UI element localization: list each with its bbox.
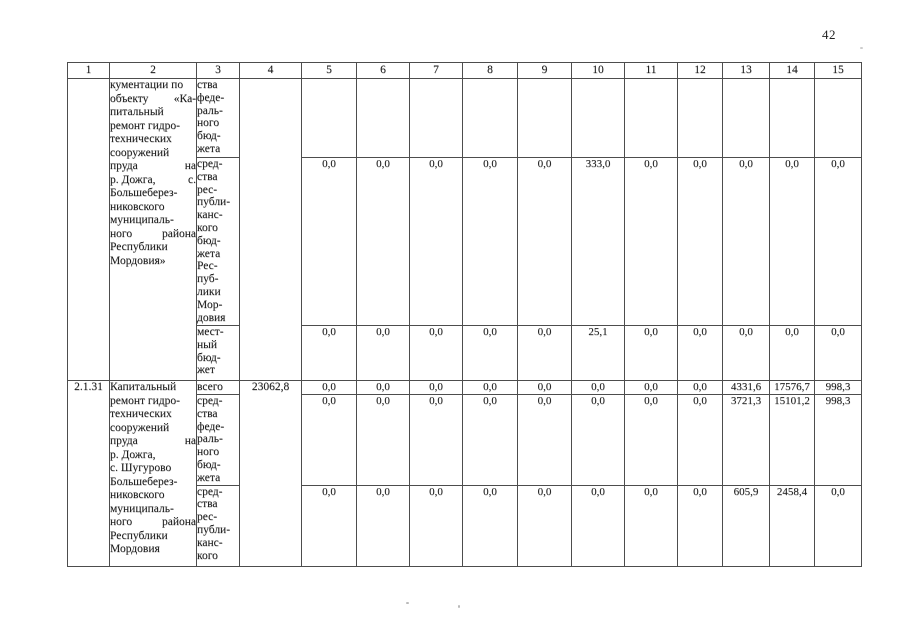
text-line: публи- <box>197 196 231 209</box>
amount-cell: 998,3 <box>815 381 862 395</box>
table-header-row <box>68 63 862 79</box>
text-line: мест- <box>197 326 224 338</box>
funding-source-cell <box>197 326 240 381</box>
amount-cell: 0,0 <box>518 158 572 326</box>
text-line: жета <box>197 471 221 484</box>
text-line: рес- <box>197 183 218 196</box>
funding-source-cell <box>197 381 240 395</box>
row-index-cell <box>68 79 110 381</box>
amount-cell <box>723 79 770 158</box>
amount-cell: 0,0 <box>678 395 723 486</box>
text-line <box>110 435 196 449</box>
column-header-cell: 5 <box>302 63 357 79</box>
total-amount-cell: 23062,8 <box>240 381 302 567</box>
amount-cell <box>678 79 723 158</box>
amount-cell: 0,0 <box>625 395 678 486</box>
text-line: Большеберез- <box>110 187 178 199</box>
text-line: канс- <box>197 536 223 549</box>
column-header-cell: 3 <box>197 63 240 79</box>
amount-cell: 0,0 <box>357 395 410 486</box>
budget-table <box>67 62 862 567</box>
text-line: лики <box>197 285 221 298</box>
text-line: жета <box>197 247 221 260</box>
amount-cell: 0,0 <box>302 485 357 566</box>
table-row <box>68 79 862 158</box>
text-line: технических <box>110 408 172 420</box>
total-amount-cell <box>240 79 302 381</box>
text-line: Мордовия» <box>110 254 166 267</box>
amount-cell: 25,1 <box>572 326 625 381</box>
text-fragment: на <box>184 160 196 172</box>
scan-artifact <box>406 602 409 604</box>
text-line: ства <box>197 79 218 91</box>
text-line: бюд- <box>197 234 221 247</box>
text-fragment: р. Дожга, <box>110 173 156 186</box>
amount-cell: 0,0 <box>410 395 463 486</box>
amount-cell: 0,0 <box>518 395 572 486</box>
amount-cell <box>625 79 678 158</box>
text-line: сред- <box>197 395 223 407</box>
text-fragment: пруда <box>110 160 138 172</box>
amount-cell: 605,9 <box>723 485 770 566</box>
text-line: довия <box>197 311 226 324</box>
text-line: Мордовия <box>110 543 160 555</box>
amount-cell <box>770 79 815 158</box>
funding-source-cell <box>197 395 240 486</box>
amount-cell: 4331,6 <box>723 381 770 395</box>
text-line <box>110 174 196 188</box>
funding-source-cell <box>197 79 240 158</box>
text-line: рес- <box>197 511 218 524</box>
text-line: жета <box>197 142 221 155</box>
column-header-cell: 1 <box>68 63 110 79</box>
row-index-cell: 2.1.31 <box>68 381 110 567</box>
amount-cell <box>357 79 410 158</box>
amount-cell: 0,0 <box>625 381 678 395</box>
amount-cell: 0,0 <box>625 485 678 566</box>
amount-cell: 0,0 <box>625 158 678 326</box>
amount-cell <box>572 79 625 158</box>
amount-cell: 3721,3 <box>723 395 770 486</box>
text-fragment: объекту <box>110 92 149 105</box>
text-line: ный <box>197 338 218 351</box>
text-line: сред- <box>197 485 223 498</box>
amount-cell: 0,0 <box>815 158 862 326</box>
text-line: публи- <box>197 523 231 536</box>
amount-cell: 0,0 <box>723 326 770 381</box>
text-line <box>110 516 196 530</box>
amount-cell: 0,0 <box>463 326 518 381</box>
text-line: с. Шугурово <box>110 462 172 474</box>
column-header-cell: 6 <box>357 63 410 79</box>
amount-cell: 0,0 <box>678 158 723 326</box>
amount-cell: 0,0 <box>625 326 678 381</box>
amount-cell: 0,0 <box>410 485 463 566</box>
amount-cell: 0,0 <box>770 158 815 326</box>
amount-cell: 0,0 <box>463 485 518 566</box>
amount-cell: 0,0 <box>463 158 518 326</box>
text-line: муниципаль- <box>110 214 174 226</box>
amount-cell: 0,0 <box>723 158 770 326</box>
text-line: сооружений <box>110 421 170 434</box>
amount-cell: 0,0 <box>678 485 723 566</box>
text-fragment: пруда <box>110 435 138 447</box>
text-line: сред- <box>197 158 223 170</box>
funding-source-cell <box>197 485 240 566</box>
amount-cell: 0,0 <box>463 395 518 486</box>
column-header-cell: 2 <box>110 63 197 79</box>
text-line: ремонт гидро- <box>110 119 180 132</box>
text-line: ремонт гидро- <box>110 394 180 407</box>
funding-source-cell <box>197 158 240 326</box>
text-fragment: ного <box>110 516 133 528</box>
amount-cell: 0,0 <box>410 158 463 326</box>
amount-cell: 0,0 <box>463 381 518 395</box>
amount-cell: 0,0 <box>357 381 410 395</box>
column-header-cell: 7 <box>410 63 463 79</box>
amount-cell: 998,3 <box>815 395 862 486</box>
amount-cell: 0,0 <box>357 158 410 326</box>
amount-cell <box>410 79 463 158</box>
column-header-cell: 12 <box>678 63 723 79</box>
text-line: раль- <box>197 433 223 446</box>
text-fragment: «Ка- <box>173 92 196 105</box>
amount-cell: 0,0 <box>815 326 862 381</box>
column-header-cell: 11 <box>625 63 678 79</box>
column-header-cell: 4 <box>240 63 302 79</box>
text-line: сооружений <box>110 146 170 159</box>
text-line: ного <box>197 117 220 130</box>
amount-cell: 0,0 <box>302 395 357 486</box>
text-line: технических <box>110 133 172 145</box>
text-line: никовского <box>110 200 165 213</box>
amount-cell: 2458,4 <box>770 485 815 566</box>
text-line: р. Дожга, <box>110 448 156 461</box>
text-fragment: района <box>161 227 196 240</box>
text-line: бюд- <box>197 458 221 471</box>
text-line: кого <box>197 221 218 234</box>
amount-cell <box>463 79 518 158</box>
column-number-row <box>68 63 862 79</box>
amount-cell: 0,0 <box>518 326 572 381</box>
text-line: жет <box>197 364 215 377</box>
text-line: муниципаль- <box>110 502 174 515</box>
text-line: всего <box>197 381 223 393</box>
text-line: Республики <box>110 529 168 542</box>
text-line: никовского <box>110 489 165 501</box>
amount-cell: 0,0 <box>302 326 357 381</box>
text-line: кого <box>197 549 218 562</box>
text-line: бюд- <box>197 351 221 364</box>
column-header-cell: 8 <box>463 63 518 79</box>
text-line: ства <box>197 170 218 183</box>
amount-cell: 0,0 <box>410 381 463 395</box>
text-line: Республики <box>110 241 168 253</box>
table-body <box>68 79 862 567</box>
text-fragment: с. <box>188 173 196 186</box>
page-number: 42 <box>822 27 836 42</box>
text-line <box>110 93 196 107</box>
object-name-cell <box>110 79 197 381</box>
table-row <box>68 381 862 395</box>
text-fragment: ного <box>110 227 133 240</box>
text-line: ства <box>197 407 218 420</box>
amount-cell <box>302 79 357 158</box>
amount-cell: 0,0 <box>678 381 723 395</box>
object-name-cell <box>110 381 197 567</box>
column-header-cell: 13 <box>723 63 770 79</box>
amount-cell: 0,0 <box>572 395 625 486</box>
scan-artifact <box>860 47 863 49</box>
text-fragment: на <box>184 435 196 447</box>
amount-cell: 0,0 <box>518 381 572 395</box>
text-line: феде- <box>197 420 225 433</box>
text-line: Капитальный <box>110 381 177 393</box>
amount-cell: 0,0 <box>302 381 357 395</box>
text-line: кументации по <box>110 79 184 91</box>
amount-cell: 0,0 <box>572 381 625 395</box>
amount-cell: 0,0 <box>678 326 723 381</box>
amount-cell: 0,0 <box>815 485 862 566</box>
text-line: феде- <box>197 91 225 104</box>
amount-cell: 333,0 <box>572 158 625 326</box>
text-line: Рес- <box>197 260 218 273</box>
amount-cell: 0,0 <box>357 485 410 566</box>
amount-cell: 0,0 <box>302 158 357 326</box>
amount-cell <box>518 79 572 158</box>
text-line <box>110 160 196 174</box>
text-line: ного <box>197 446 220 459</box>
column-header-cell: 10 <box>572 63 625 79</box>
text-line <box>110 228 196 242</box>
amount-cell: 0,0 <box>572 485 625 566</box>
text-fragment: района <box>161 516 196 528</box>
amount-cell: 17576,7 <box>770 381 815 395</box>
text-line: ства <box>197 498 218 511</box>
text-line: канс- <box>197 209 223 222</box>
text-line: раль- <box>197 104 223 117</box>
amount-cell: 0,0 <box>410 326 463 381</box>
amount-cell: 0,0 <box>518 485 572 566</box>
text-line: бюд- <box>197 130 221 143</box>
column-header-cell: 14 <box>770 63 815 79</box>
text-line: пуб- <box>197 273 219 286</box>
text-line: питальный <box>110 106 164 118</box>
column-header-cell: 15 <box>815 63 862 79</box>
column-header-cell: 9 <box>518 63 572 79</box>
text-line: Большеберез- <box>110 475 178 488</box>
amount-cell: 15101,2 <box>770 395 815 486</box>
amount-cell <box>815 79 862 158</box>
amount-cell: 0,0 <box>770 326 815 381</box>
amount-cell: 0,0 <box>357 326 410 381</box>
scan-artifact <box>458 605 460 608</box>
text-line: Мор- <box>197 298 223 311</box>
